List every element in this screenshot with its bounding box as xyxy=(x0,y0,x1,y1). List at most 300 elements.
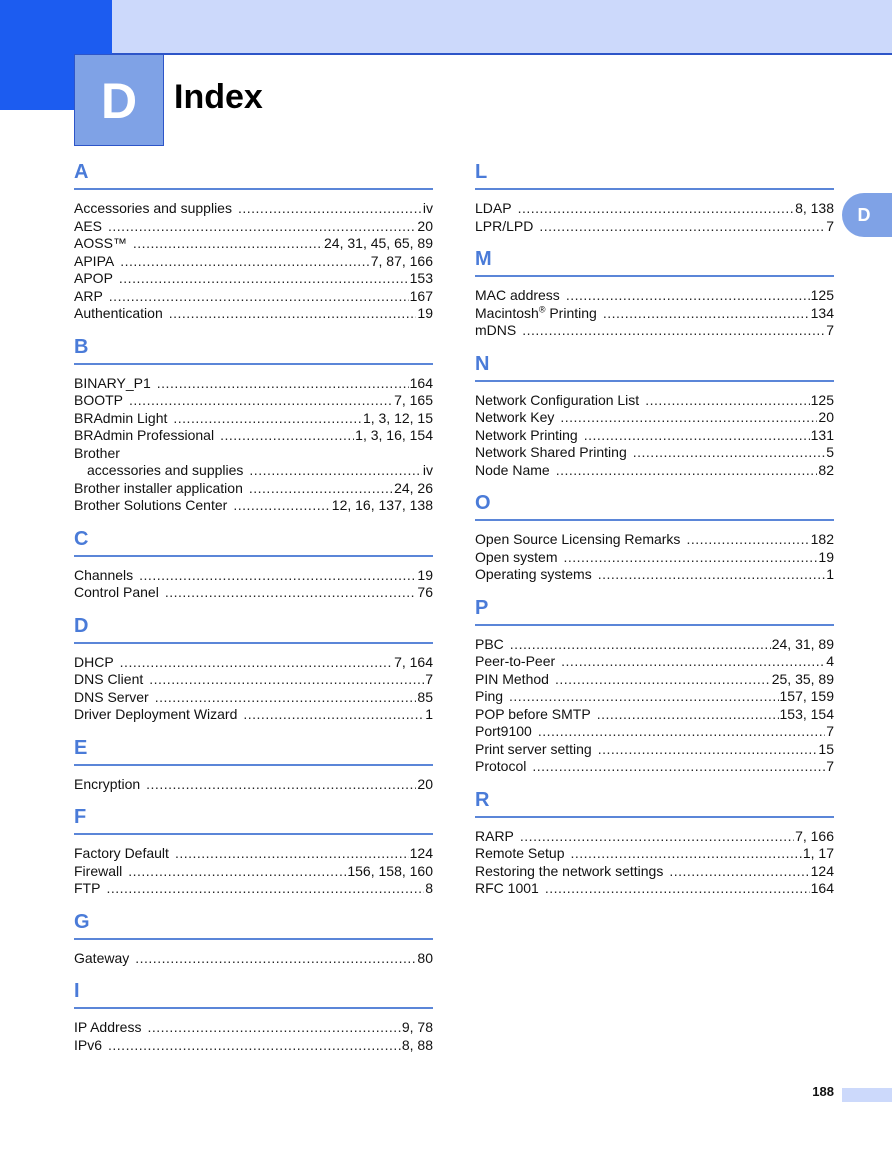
index-term xyxy=(74,410,167,428)
index-term xyxy=(475,549,557,567)
index-entry xyxy=(475,880,834,898)
index-term-text: Encryption xyxy=(74,775,141,792)
dot-leader xyxy=(633,444,825,462)
index-section xyxy=(74,527,433,602)
page-references: 8, 88 xyxy=(401,1036,433,1053)
dot-leader xyxy=(249,480,393,498)
index-entry xyxy=(74,950,433,968)
index-term xyxy=(74,200,232,218)
section-letter: I xyxy=(74,979,433,1009)
index-term-text: Open system xyxy=(475,548,558,565)
page-references: 7, 166 xyxy=(795,827,834,844)
index-term-text: Print server setting xyxy=(475,740,592,757)
dot-leader xyxy=(249,462,421,480)
dot-leader xyxy=(598,566,825,584)
index-term-text: Brother xyxy=(74,444,120,461)
index-term-text: POP before SMTP xyxy=(475,705,591,722)
index-term-text: RFC 1001 xyxy=(475,880,539,896)
index-term xyxy=(475,706,591,724)
dot-leader xyxy=(598,741,818,759)
index-entry xyxy=(74,654,433,672)
index-entry xyxy=(74,845,433,863)
index-term xyxy=(74,288,103,306)
index-term-text: PIN Method xyxy=(475,670,549,687)
index-term xyxy=(475,688,503,706)
dot-leader xyxy=(520,828,794,846)
index-term xyxy=(475,218,533,236)
page-references: 12, 16, 137, 138 xyxy=(331,497,433,513)
dot-leader xyxy=(169,305,417,323)
index-entry xyxy=(74,462,433,480)
page-references: 20 xyxy=(417,775,433,792)
index-entry xyxy=(74,218,433,236)
index-entry xyxy=(74,253,433,271)
index-term-text: accessories and supplies xyxy=(87,462,244,478)
index-entry xyxy=(74,375,433,393)
section-letter: A xyxy=(74,160,433,190)
index-entry xyxy=(74,480,433,498)
index-term-text: APIPA xyxy=(74,252,115,269)
index-term xyxy=(475,566,592,584)
index-term xyxy=(475,322,516,340)
page-references: 19 xyxy=(417,566,433,583)
index-entry xyxy=(475,218,834,236)
dot-leader xyxy=(556,462,818,480)
index-term-text: Factory Default xyxy=(74,845,169,861)
dot-leader xyxy=(509,688,778,706)
page-references: 125 xyxy=(810,287,834,303)
index-term xyxy=(74,392,123,410)
index-entry xyxy=(74,427,433,445)
index-entry xyxy=(475,636,834,654)
index-term-text: IPv6 xyxy=(74,1036,103,1053)
page-references: iv xyxy=(422,200,433,216)
dot-leader xyxy=(522,322,825,340)
index-term-text: Port9100 xyxy=(475,723,532,739)
dot-leader xyxy=(133,235,323,253)
index-entry xyxy=(475,549,834,567)
index-term-text: Control Panel xyxy=(74,584,159,600)
index-term-text: Channels xyxy=(74,566,134,583)
index-term xyxy=(74,218,102,236)
index-term-text: MAC address xyxy=(475,287,560,303)
index-entry xyxy=(74,392,433,410)
page-references: 7 xyxy=(826,723,834,739)
page-references: 24, 26 xyxy=(394,479,433,496)
index-entry xyxy=(475,531,834,549)
index-term xyxy=(74,654,114,672)
header-rule xyxy=(112,53,892,55)
index-section xyxy=(475,596,834,776)
page-references: 4 xyxy=(826,653,834,669)
index-term xyxy=(475,671,549,689)
index-term xyxy=(475,723,532,741)
index-term-text: DNS Client xyxy=(74,671,144,687)
index-term xyxy=(475,392,639,410)
index-section xyxy=(475,247,834,340)
page-number-bar xyxy=(842,1088,892,1102)
index-entry xyxy=(74,584,433,602)
section-letter: E xyxy=(74,736,433,766)
index-term xyxy=(74,776,140,794)
index-term xyxy=(74,689,149,707)
index-column-right xyxy=(475,160,834,910)
dot-leader xyxy=(538,723,825,741)
index-term-text: BRAdmin Light xyxy=(74,409,168,426)
header-band xyxy=(0,0,892,54)
page-references: 164 xyxy=(810,880,834,896)
index-term xyxy=(475,636,504,654)
page-references: 7 xyxy=(425,671,433,687)
dot-leader xyxy=(645,392,809,410)
index-term xyxy=(475,200,512,218)
index-entry xyxy=(475,427,834,445)
index-term-text: APOP xyxy=(74,270,113,286)
index-entry xyxy=(74,288,433,306)
index-term xyxy=(475,653,555,671)
index-term-text: Network Printing xyxy=(475,426,578,443)
index-entry xyxy=(74,270,433,288)
index-term-text: Remote Setup xyxy=(475,845,565,861)
page-references: 7 xyxy=(826,758,834,774)
index-section xyxy=(74,335,433,515)
page-references: 182 xyxy=(810,531,834,547)
page-references: 20 xyxy=(818,409,834,425)
page-references: 125 xyxy=(810,391,834,408)
dot-leader xyxy=(220,427,354,445)
section-letter: C xyxy=(74,527,433,557)
page-references: 1, 17 xyxy=(802,845,834,861)
index-entry xyxy=(475,444,834,462)
page-references: 15 xyxy=(818,740,834,757)
dot-leader xyxy=(243,706,424,724)
index-term xyxy=(74,445,120,463)
page-references: 7, 87, 166 xyxy=(370,252,433,269)
page-references: 153, 154 xyxy=(779,705,834,722)
page-references: 167 xyxy=(409,287,433,304)
index-entry xyxy=(74,1019,433,1037)
index-entry xyxy=(74,706,433,724)
index-term-text: Driver Deployment Wizard xyxy=(74,706,238,722)
index-term xyxy=(475,845,565,863)
dot-leader xyxy=(108,1037,401,1055)
page-title: Index xyxy=(174,78,263,116)
page-references: 7 xyxy=(826,217,834,234)
index-term xyxy=(475,427,578,445)
page-references: 156, 158, 160 xyxy=(347,862,433,879)
index-term-text: DHCP xyxy=(74,653,114,670)
dot-leader xyxy=(173,410,362,428)
index-term xyxy=(74,880,100,898)
dot-leader xyxy=(155,689,417,707)
dot-leader xyxy=(120,253,370,271)
index-entry xyxy=(74,776,433,794)
index-term-text: Firewall xyxy=(74,862,123,879)
dot-leader xyxy=(532,758,825,776)
index-term-text: PBC xyxy=(475,635,504,652)
index-entry xyxy=(475,322,834,340)
page-references: 76 xyxy=(417,584,433,600)
index-term-text: mDNS xyxy=(475,322,517,338)
section-letter: R xyxy=(475,788,834,818)
index-term xyxy=(74,235,127,253)
page-references: 131 xyxy=(810,426,834,443)
index-term xyxy=(475,758,526,776)
index-entry xyxy=(475,758,834,776)
index-term-text: BOOTP xyxy=(74,392,124,408)
index-entry xyxy=(74,235,433,253)
index-term-text: Operating systems xyxy=(475,566,592,582)
index-term xyxy=(74,427,214,445)
dot-leader xyxy=(119,270,409,288)
index-entry xyxy=(475,671,834,689)
page-references: 5 xyxy=(826,444,834,460)
index-term-text: BINARY_P1 xyxy=(74,374,151,391)
chapter-letter-box: D xyxy=(74,54,164,146)
page-references: 1 xyxy=(826,566,834,582)
index-term xyxy=(475,863,663,881)
index-term xyxy=(475,531,680,549)
page-references: 1, 3, 12, 15 xyxy=(362,409,433,426)
index-term-text: Gateway xyxy=(74,949,130,966)
section-letter: G xyxy=(74,910,433,940)
page-references: 7, 164 xyxy=(394,653,433,670)
index-term xyxy=(74,253,114,271)
index-term-text: DNS Server xyxy=(74,688,149,705)
page-references: 8 xyxy=(425,880,433,896)
index-entry xyxy=(475,828,834,846)
page-references: 153 xyxy=(409,270,433,286)
page-references: 1, 3, 16, 154 xyxy=(355,427,433,443)
dot-leader xyxy=(147,1019,400,1037)
index-entry xyxy=(475,305,834,323)
dot-leader xyxy=(545,880,810,898)
index-term xyxy=(74,305,163,323)
page-references: 124 xyxy=(409,845,433,861)
section-letter: O xyxy=(475,491,834,521)
index-term xyxy=(74,567,133,585)
index-term xyxy=(475,305,597,323)
index-entry xyxy=(475,409,834,427)
index-term-text: Restoring the network settings xyxy=(475,862,664,879)
page-references: 7, 165 xyxy=(394,392,433,408)
dot-leader xyxy=(120,654,393,672)
page-references: 157, 159 xyxy=(779,688,834,704)
index-entry xyxy=(475,200,834,218)
dot-leader xyxy=(563,549,817,567)
dot-leader xyxy=(108,218,416,236)
dot-leader xyxy=(165,584,417,602)
page-references: 9, 78 xyxy=(401,1019,433,1035)
dot-leader xyxy=(571,845,802,863)
dot-leader xyxy=(510,636,771,654)
index-term xyxy=(74,1019,141,1037)
index-term xyxy=(74,863,122,881)
index-entry xyxy=(74,689,433,707)
index-term-text: Brother installer application xyxy=(74,479,243,496)
index-term xyxy=(475,828,514,846)
index-section xyxy=(475,352,834,480)
page-references: 19 xyxy=(818,548,834,565)
index-term-text: IP Address xyxy=(74,1019,142,1035)
section-letter: N xyxy=(475,352,834,382)
registered-mark: ® xyxy=(538,303,546,314)
index-section xyxy=(74,160,433,323)
section-letter: L xyxy=(475,160,834,190)
index-entry xyxy=(475,392,834,410)
dot-leader xyxy=(129,392,393,410)
dot-leader xyxy=(686,531,809,549)
index-entry xyxy=(74,567,433,585)
index-entry xyxy=(475,723,834,741)
index-term-suffix: Printing xyxy=(545,304,597,321)
index-entry xyxy=(74,445,433,463)
dot-leader xyxy=(233,497,330,515)
page-references: 20 xyxy=(417,217,433,234)
dot-leader xyxy=(566,287,810,305)
index-entry xyxy=(475,653,834,671)
dot-leader xyxy=(157,375,409,393)
index-term-text: FTP xyxy=(74,880,101,896)
page-references: 134 xyxy=(810,304,834,321)
index-entry xyxy=(74,863,433,881)
index-term-text: AES xyxy=(74,217,103,234)
index-entry xyxy=(74,1037,433,1055)
page-references: 25, 35, 89 xyxy=(771,670,834,687)
index-term xyxy=(475,409,554,427)
page-references: 24, 31, 89 xyxy=(771,635,834,652)
index-term-text: LDAP xyxy=(475,200,512,216)
page-references: 24, 31, 45, 65, 89 xyxy=(324,235,433,251)
index-entry xyxy=(74,880,433,898)
dot-leader xyxy=(106,880,424,898)
index-term xyxy=(74,584,159,602)
index-term-text: Network Shared Printing xyxy=(475,444,627,460)
index-term xyxy=(475,287,560,305)
index-entry xyxy=(475,706,834,724)
index-term xyxy=(74,845,169,863)
section-letter: P xyxy=(475,596,834,626)
dot-leader xyxy=(128,863,346,881)
dot-leader xyxy=(561,653,825,671)
dot-leader xyxy=(539,218,825,236)
page-references: 80 xyxy=(417,949,433,966)
index-term xyxy=(74,375,151,393)
index-section xyxy=(475,788,834,898)
page-references: 19 xyxy=(417,305,433,321)
index-entry xyxy=(74,671,433,689)
dot-leader xyxy=(584,427,810,445)
index-term-text: Brother Solutions Center xyxy=(74,497,228,513)
section-letter: F xyxy=(74,805,433,835)
index-term xyxy=(74,497,227,515)
index-term-text: RARP xyxy=(475,827,514,844)
index-term xyxy=(475,444,627,462)
index-section xyxy=(74,614,433,724)
index-term-text: Ping xyxy=(475,688,504,704)
index-section xyxy=(475,491,834,584)
page-references: 164 xyxy=(409,374,433,391)
index-section xyxy=(74,736,433,794)
index-term xyxy=(74,950,129,968)
index-term xyxy=(74,671,143,689)
index-term-text: BRAdmin Professional xyxy=(74,427,215,443)
index-term xyxy=(74,706,237,724)
index-term xyxy=(475,741,592,759)
index-term xyxy=(475,880,539,898)
index-section xyxy=(74,979,433,1054)
index-term-text: Accessories and supplies xyxy=(74,200,232,216)
index-term-text: Protocol xyxy=(475,758,527,774)
page-references: 85 xyxy=(417,688,433,705)
index-term-text: Network Configuration List xyxy=(475,391,640,408)
dot-leader xyxy=(597,706,779,724)
index-section xyxy=(475,160,834,235)
index-column-left xyxy=(74,160,433,1066)
index-term xyxy=(74,1037,102,1055)
dot-leader xyxy=(175,845,409,863)
index-entry xyxy=(74,200,433,218)
index-term-text: Node Name xyxy=(475,461,550,478)
page-references: iv xyxy=(422,462,433,478)
section-letter: B xyxy=(74,335,433,365)
index-entry xyxy=(475,566,834,584)
index-term-text: Open Source Licensing Remarks xyxy=(475,531,681,547)
index-term xyxy=(87,462,243,480)
index-term-text: AOSS™ xyxy=(74,235,127,251)
dot-leader xyxy=(238,200,422,218)
index-entry xyxy=(475,863,834,881)
section-letter: M xyxy=(475,247,834,277)
page-references: 8, 138 xyxy=(795,200,834,216)
dot-leader xyxy=(518,200,794,218)
chapter-side-tab: D xyxy=(842,193,892,237)
page-references: 7 xyxy=(826,322,834,338)
index-entry xyxy=(475,462,834,480)
index-entry xyxy=(74,497,433,515)
index-section xyxy=(74,910,433,968)
dot-leader xyxy=(139,567,416,585)
dot-leader xyxy=(109,288,409,306)
dot-leader xyxy=(560,409,817,427)
dot-leader xyxy=(149,671,424,689)
index-term-text: ARP xyxy=(74,287,103,304)
page-number: 188 xyxy=(812,1084,834,1099)
page-references: 124 xyxy=(810,862,834,879)
index-term xyxy=(74,480,243,498)
index-term xyxy=(74,270,113,288)
index-term xyxy=(475,462,550,480)
index-entry xyxy=(74,410,433,428)
dot-leader xyxy=(555,671,771,689)
index-term-text: Network Key xyxy=(475,409,555,425)
index-term-text: Authentication xyxy=(74,305,163,321)
index-entry xyxy=(475,845,834,863)
dot-leader xyxy=(669,863,809,881)
index-term-text: Macintosh xyxy=(475,304,539,321)
index-entry xyxy=(475,688,834,706)
section-letter: D xyxy=(74,614,433,644)
dot-leader xyxy=(135,950,416,968)
page-references: 1 xyxy=(425,706,433,722)
index-term-text: LPR/LPD xyxy=(475,217,534,234)
index-term-text: Peer-to-Peer xyxy=(475,653,556,669)
index-entry xyxy=(475,741,834,759)
dot-leader xyxy=(146,776,416,794)
index-entry xyxy=(475,287,834,305)
index-section xyxy=(74,805,433,898)
dot-leader xyxy=(603,305,810,323)
